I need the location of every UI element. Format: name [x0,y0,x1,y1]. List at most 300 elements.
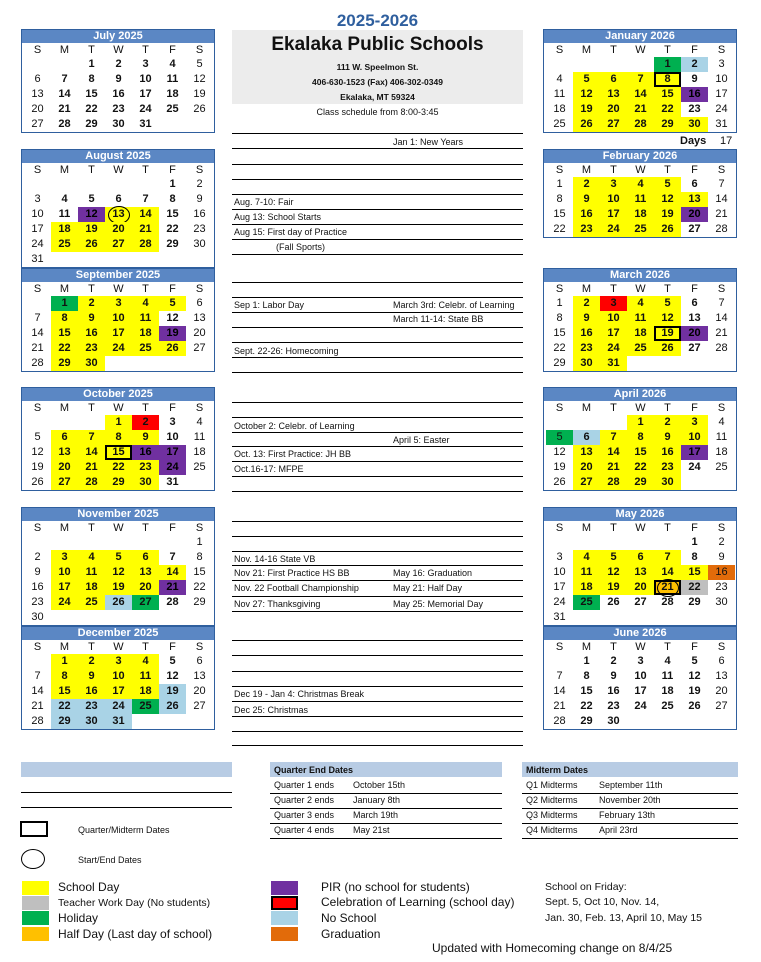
weekday-header: T [610,522,617,534]
day-cell: 15 [580,685,593,697]
quarter-row-date: March 19th [353,810,399,820]
day-cell: 17 [600,326,627,341]
month-title: January 2026 [544,30,736,43]
day-cell: 9 [115,73,122,85]
legend-pir: PIR (no school for students) [321,880,470,894]
day-cell: 2 [681,57,708,72]
note-jan1: Jan 1: New Years [393,137,464,147]
weekday-header: S [195,44,204,56]
day-cell: 23 [132,460,159,475]
day-cell: 5 [105,550,132,565]
note-may-half: May 21: Half Day [393,583,463,593]
day-cell: 31 [553,611,566,623]
month-title: March 2026 [544,269,736,282]
day-cell: 20 [51,460,78,475]
midterm-row-line [522,793,738,794]
weekday-header: S [555,522,564,534]
day-cell: 14 [654,565,681,580]
quarter-row-label: Quarter 4 ends [274,825,335,835]
day-cell: 25 [627,222,654,237]
school-phone: 406-630-1523 (Fax) 406-302-0349 [312,77,443,87]
empty-day [78,415,105,430]
day-cell: 29 [627,475,654,490]
day-cell: 11 [627,192,654,207]
day-cell: 18 [132,326,159,341]
note-oct-mfpe: Oct.16-17: MFPE [234,464,304,474]
note-line [232,194,523,195]
day-cell: 9 [691,73,698,85]
weekday-header: W [113,44,124,56]
empty-day [159,535,186,550]
day-cell: 26 [654,222,681,237]
note-line [232,148,523,149]
day-cell: 18 [573,580,600,595]
day-cell: 16 [573,207,600,222]
day-cell: 8 [51,669,78,684]
day-cell: 4 [718,416,725,428]
day-cell: 29 [51,356,78,371]
day-cell: 23 [573,222,600,237]
day-cell: 4 [573,550,600,565]
day-cell: 27 [193,342,206,354]
day-cell: 13 [193,670,206,682]
note-line [232,224,523,225]
midterm-row-label: Q4 Midterms [526,825,578,835]
day-cell: 3 [105,654,132,669]
day-cell: 28 [132,237,159,252]
day-cell: 15 [553,208,566,220]
day-cell: 4 [627,177,654,192]
empty-day [600,535,627,550]
day-cell: 14 [600,445,627,460]
day-cell: 20 [105,222,132,237]
note-line [232,640,523,641]
swatch-teacher-day [22,896,49,910]
empty-day [132,177,159,192]
day-cell: 26 [105,595,132,610]
weekday-header: T [88,522,95,534]
note-aug-school: Aug 13: School Starts [234,212,322,222]
day-cell: 24 [715,103,728,115]
day-cell: 18 [193,446,206,458]
day-cell: 1 [105,415,132,430]
weekday-header: M [59,641,70,653]
weekday-header: S [717,283,726,295]
day-cell: 12 [654,192,681,207]
day-cell: 30 [112,118,125,130]
day-cell: 9 [196,193,203,205]
day-cell: 30 [31,611,44,623]
day-cell: 4 [196,416,203,428]
day-cell: 23 [573,341,600,356]
day-cell: 19 [193,88,206,100]
weekday-header: S [33,164,42,176]
day-cell: 25 [661,700,674,712]
day-cell: 17 [159,445,186,460]
circle-icon [21,849,45,869]
day-cell: 17 [31,223,44,235]
day-cell: 17 [105,326,132,341]
day-cell: 24 [105,341,132,356]
note-nov-vb: Nov. 14-16 State VB [234,554,316,564]
weekday-header: S [33,44,42,56]
day-cell: 31 [139,118,152,130]
day-cell: 20 [573,460,600,475]
weekday-header: S [195,522,204,534]
weekday-header: T [142,402,149,414]
day-cell: 28 [58,118,71,130]
day-cell: 17 [681,445,708,460]
day-cell: 17 [634,685,647,697]
day-cell: 5 [196,58,203,70]
day-cell: 27 [634,596,647,608]
day-cell: 8 [196,551,203,563]
note-line [232,461,523,462]
day-cell: 31 [105,714,132,729]
legend-start-end: Start/End Dates [78,855,142,865]
day-cell: 23 [607,700,620,712]
days-value: 17 [720,135,733,147]
day-cell: 10 [139,73,152,85]
day-cell: 18 [715,446,728,458]
note-line [232,476,523,477]
weekday-header: S [195,641,204,653]
day-cell: 11 [627,311,654,326]
day-cell: 18 [627,326,654,341]
day-cell: 23 [688,103,701,115]
note-line [232,312,523,313]
day-cell: 30 [573,356,600,371]
day-cell: 8 [556,312,563,324]
day-cell: 5 [34,431,41,443]
weekday-header: W [635,44,646,56]
day-cell: 30 [654,475,681,490]
day-cell: 10 [681,430,708,445]
day-cell: 3 [142,58,149,70]
note-line [232,536,523,537]
note-line [232,239,523,240]
friday-line-1: Sept. 5, Oct 10, Nov. 14, [545,896,660,908]
day-cell: 3 [600,296,627,311]
day-cell: 13 [681,192,708,207]
day-cell: 3 [681,415,708,430]
day-cell: 4 [61,193,68,205]
day-cell: 13 [600,87,627,102]
empty-day [573,535,600,550]
day-cell: 17 [139,88,152,100]
weekday-header: S [195,402,204,414]
note-mar-bb: March 11-14: State BB [393,314,484,324]
day-cell: 7 [600,430,627,445]
day-cell: 9 [78,669,105,684]
day-cell: 22 [85,103,98,115]
note-aug-practice: Aug 15: First day of Practice [234,227,348,237]
day-cell: 15 [51,326,78,341]
day-cell: 20 [193,327,206,339]
day-cell: 18 [553,103,566,115]
calendar-may [543,507,737,626]
note-line [232,297,523,298]
weekday-header: W [113,641,124,653]
day-cell: 5 [88,193,95,205]
midterm-row-label: Q1 Midterms [526,780,578,790]
day-cell: 27 [688,342,701,354]
day-cell: 13 [688,312,701,324]
day-cell: 28 [600,475,627,490]
day-cell: 29 [85,118,98,130]
day-cell: 29 [51,714,78,729]
day-cell: 29 [193,596,206,608]
friday-line-2: Jan. 30, Feb. 13, April 10, May 15 [545,912,703,924]
quarter-row-line [270,823,502,824]
day-cell: 29 [105,475,132,490]
day-cell: 9 [718,551,725,563]
day-cell: 10 [715,73,728,85]
quarter-row-label: Quarter 1 ends [274,780,335,790]
weekday-header: S [33,283,42,295]
day-cell: 16 [573,326,600,341]
empty-day [51,415,78,430]
day-cell: 11 [132,669,159,684]
day-cell: 30 [193,238,206,250]
calendar-november [21,507,215,626]
weekday-header: T [664,44,671,56]
weekday-header: W [113,402,124,414]
day-cell: 13 [51,445,78,460]
note-line [232,133,523,134]
day-cell: 27 [573,475,600,490]
day-cell: 13 [132,565,159,580]
day-cell: 27 [31,118,44,130]
legend-holiday: Holiday [58,911,99,925]
day-cell: 16 [607,685,620,697]
empty-day [24,296,51,311]
weekday-header: M [581,164,592,176]
weekday-header: F [691,283,698,295]
weekday-header: F [169,402,176,414]
note-line [232,209,523,210]
day-cell: 10 [105,311,132,326]
note-line [232,254,523,255]
day-cell: 21 [715,208,728,220]
day-cell: 5 [654,296,681,311]
weekday-header: S [555,283,564,295]
day-cell: 6 [691,297,698,309]
day-cell: 11 [166,73,179,85]
day-cell: 2 [610,655,617,667]
day-cell: 15 [85,88,98,100]
day-cell: 10 [553,566,566,578]
day-cell: 31 [715,118,728,130]
note-line [232,671,523,672]
day-cell: 11 [58,208,71,220]
day-cell: 19 [573,102,600,117]
weekday-header: T [88,641,95,653]
month-grid [544,163,736,237]
day-cell: 21 [31,700,44,712]
month-title: June 2026 [544,627,736,640]
quarter-row-line [270,793,502,794]
quarter-row-label: Quarter 3 ends [274,810,335,820]
day-cell: 30 [78,356,105,371]
day-cell: 18 [661,685,674,697]
day-cell: 28 [627,117,654,132]
note-sep-homecoming: Sept. 22-26: Homecoming [234,346,339,356]
day-cell: 8 [105,430,132,445]
day-cell: 2 [573,296,600,311]
day-cell: 9 [610,670,617,682]
day-cell: 3 [556,551,563,563]
day-cell: 24 [688,461,701,473]
day-cell: 24 [600,222,627,237]
day-cell: 16 [78,684,105,699]
day-cell: 22 [105,460,132,475]
day-cell: 12 [78,207,105,222]
month-title: November 2025 [22,508,214,521]
empty-day [600,57,627,72]
day-cell: 24 [105,699,132,714]
day-cell: 4 [664,655,671,667]
note-line [232,611,523,612]
weekday-header: M [581,402,592,414]
note-line [232,327,523,328]
day-cell: 29 [166,238,179,250]
legend-bar [21,762,232,777]
weekday-header: W [113,522,124,534]
day-cell: 19 [78,222,105,237]
midterm-row-date: November 20th [599,795,661,805]
day-cell: 19 [688,685,701,697]
month-grid [22,282,214,371]
day-cell: 6 [627,550,654,565]
weekday-header: F [691,44,698,56]
day-cell: 29 [654,117,681,132]
day-cell: 27 [132,595,159,610]
day-cell: 25 [553,118,566,130]
day-cell: 18 [166,88,179,100]
note-sep-labor: Sep 1: Labor Day [234,300,305,310]
day-cell: 15 [193,566,206,578]
day-cell: 12 [688,670,701,682]
school-year: 2025-2026 [336,11,419,30]
weekday-header: T [610,44,617,56]
calendar-june [543,626,737,730]
day-cell: 14 [31,327,44,339]
day-cell: 21 [600,460,627,475]
day-cell: 11 [661,670,674,682]
note-line [232,745,523,746]
day-cell: 7 [718,178,725,190]
day-cell: 6 [718,655,725,667]
month-title: August 2025 [22,150,214,163]
day-cell: 27 [688,223,701,235]
weekday-header: T [88,402,95,414]
legend-teacher-day: Teacher Work Day (No students) [58,897,211,909]
day-cell: 16 [31,581,44,593]
day-cell: 22 [654,102,681,117]
note-aug-fair: Aug. 7-10: Fair [234,197,294,207]
day-cell: 10 [31,208,44,220]
day-cell: 22 [193,581,206,593]
day-cell: 3 [718,58,725,70]
note-dec-break: Dec 19 - Jan 4: Christmas Break [234,689,365,699]
weekday-header: S [717,44,726,56]
weekday-header: T [142,164,149,176]
day-cell: 9 [573,311,600,326]
day-cell: 22 [553,342,566,354]
day-cell: 21 [159,580,186,595]
day-cell: 6 [115,193,122,205]
empty-day [627,57,654,72]
day-cell: 23 [112,103,125,115]
day-cell: 6 [51,430,78,445]
day-cell: 7 [34,670,41,682]
note-oct-jhbb: Oct. 13: First Practice: JH BB [234,449,352,459]
calendar-march [543,268,737,372]
empty-day [78,177,105,192]
empty-day [24,654,51,669]
day-cell: 25 [193,461,206,473]
calendar-april [543,387,737,491]
day-cell: 5 [573,72,600,87]
day-cell: 24 [159,460,186,475]
day-cell: 4 [132,654,159,669]
day-cell: 19 [159,684,186,699]
weekday-header: T [664,164,671,176]
day-cell: 26 [31,476,44,488]
weekday-header: M [581,641,592,653]
swatch-no-school [271,911,298,925]
weekday-header: S [195,164,204,176]
day-cell: 19 [105,580,132,595]
day-cell: 10 [600,192,627,207]
day-cell: 26 [688,700,701,712]
empty-day [24,57,51,72]
day-cell: 2 [115,58,122,70]
swatch-pir [271,881,298,895]
day-cell: 1 [556,178,563,190]
day-cell: 19 [654,207,681,222]
day-cell: 25 [573,595,600,610]
day-cell: 21 [715,327,728,339]
day-cell: 25 [715,461,728,473]
note-line [232,164,523,165]
midterm-row-line [522,823,738,824]
school-name: Ekalaka Public Schools [271,34,484,55]
month-grid [544,401,736,490]
day-cell: 13 [105,207,132,222]
day-cell: 13 [193,312,206,324]
month-grid [544,282,736,371]
day-cell: 26 [159,341,186,356]
empty-day [51,57,78,72]
updated-note: Updated with Homecoming change on 8/4/25 [432,941,673,955]
day-cell: 26 [573,117,600,132]
day-cell: 8 [51,311,78,326]
empty-day [51,177,78,192]
weekday-header: M [581,283,592,295]
school-city: Ekalaka, MT 59324 [340,92,415,102]
day-cell: 5 [159,296,186,311]
day-cell: 29 [688,596,701,608]
note-line [232,432,523,433]
day-cell: 25 [132,699,159,714]
day-cell: 28 [31,715,44,727]
day-cell: 24 [553,596,566,608]
day-cell: 28 [661,596,674,608]
day-cell: 1 [88,58,95,70]
day-cell: 13 [715,670,728,682]
